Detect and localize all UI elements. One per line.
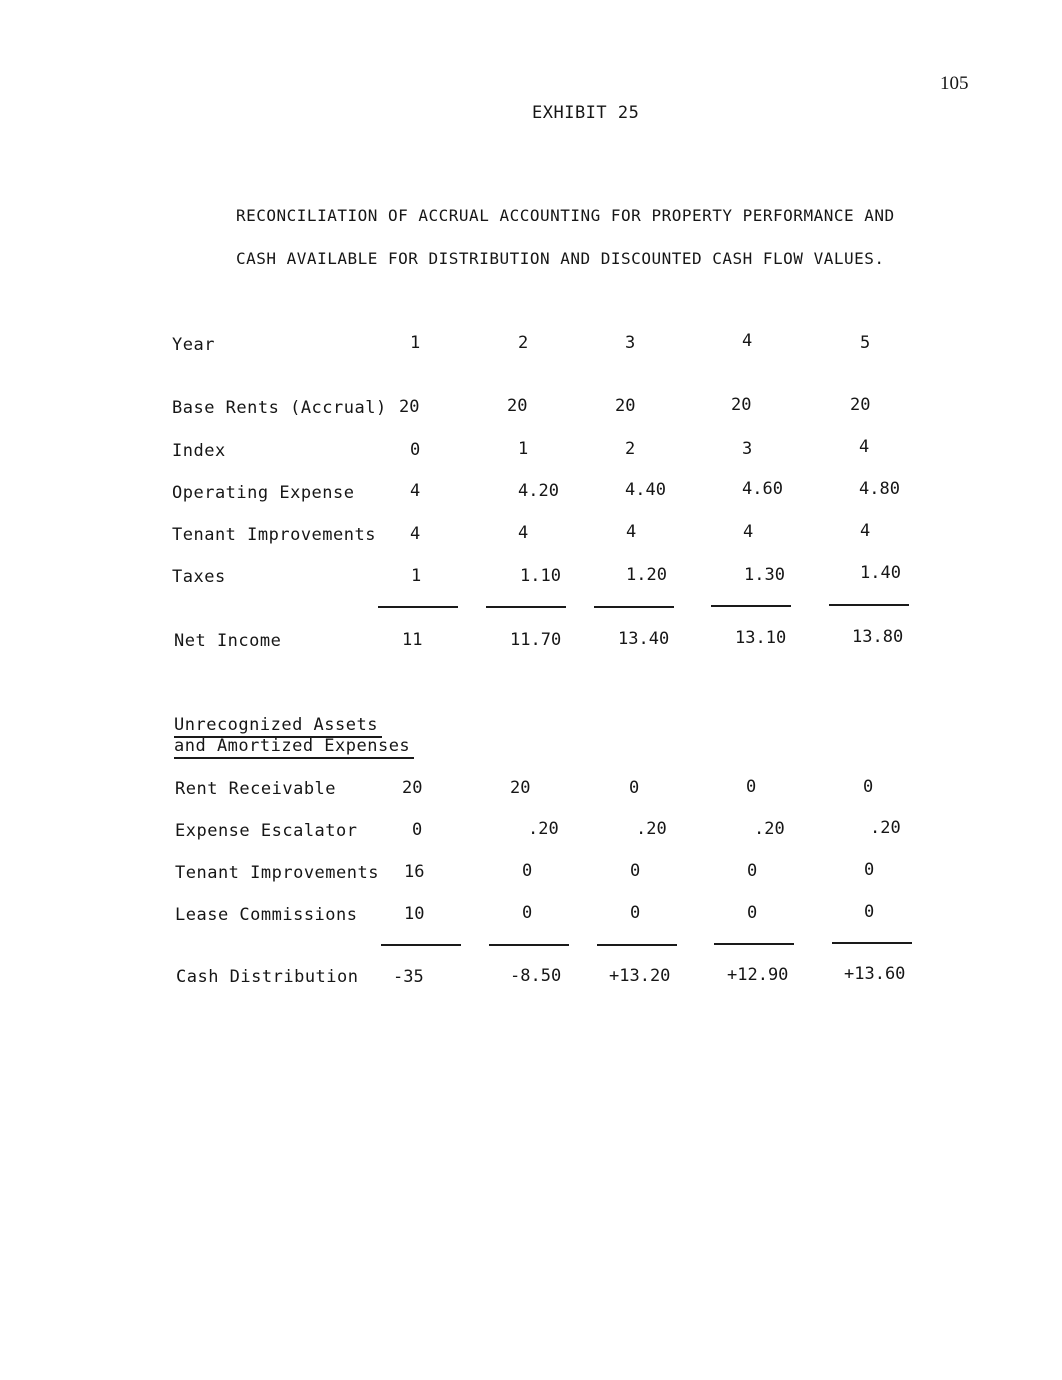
year-5: 5 <box>860 333 871 353</box>
total-rule <box>381 944 461 946</box>
table-cell: -8.50 <box>510 966 562 986</box>
section-heading-line-1: Unrecognized Assets <box>174 715 378 735</box>
page-number: 105 <box>940 73 969 94</box>
row-label: Rent Receivable <box>175 779 337 799</box>
total-rule <box>711 605 791 607</box>
table-cell: 4 <box>859 437 870 457</box>
table-cell: 1.40 <box>860 563 901 583</box>
table-cell: 10 <box>404 904 425 924</box>
table-cell: 3 <box>742 439 753 459</box>
table-cell: 11.70 <box>510 630 562 650</box>
table-cell: 20 <box>507 396 528 416</box>
table-cell: 0 <box>864 902 875 922</box>
table-cell: 20 <box>402 778 423 798</box>
table-cell: .20 <box>754 819 785 839</box>
table-cell: 0 <box>630 861 641 881</box>
table-cell: 1.10 <box>520 566 561 586</box>
total-rule <box>594 606 674 608</box>
table-cell: 1 <box>518 439 529 459</box>
table-cell: 20 <box>850 395 871 415</box>
table-cell: 4 <box>518 523 529 543</box>
table-cell: 4 <box>626 522 637 542</box>
total-rule <box>486 606 566 608</box>
table-cell: 11 <box>402 630 423 650</box>
exhibit-heading: EXHIBIT 25 <box>532 103 640 123</box>
table-cell: 4 <box>410 524 421 544</box>
section-heading-line-2: and Amortized Expenses <box>174 736 411 756</box>
table-cell: 4.80 <box>859 479 900 499</box>
row-label: Taxes <box>172 567 226 587</box>
row-label: Tenant Improvements <box>172 525 376 545</box>
table-cell: 20 <box>615 396 636 416</box>
table-cell: 0 <box>629 778 640 798</box>
total-rule <box>489 944 569 946</box>
table-cell: .20 <box>528 819 559 839</box>
table-cell: 13.80 <box>852 627 904 647</box>
table-cell: 0 <box>522 903 533 923</box>
table-cell: 1 <box>411 566 422 586</box>
table-cell: 0 <box>410 440 421 460</box>
total-rule <box>714 943 794 945</box>
row-label: Index <box>172 441 226 461</box>
table-cell: 13.10 <box>735 628 787 648</box>
row-label: Lease Commissions <box>175 905 358 925</box>
table-cell: 20 <box>731 395 752 415</box>
table-cell: 0 <box>747 861 758 881</box>
table-cell: 13.40 <box>618 629 670 649</box>
year-2: 2 <box>518 333 529 353</box>
year-3: 3 <box>625 333 636 353</box>
table-cell: 0 <box>747 903 758 923</box>
year-4: 4 <box>742 331 753 351</box>
table-cell: +13.60 <box>844 964 906 984</box>
table-cell: 1.20 <box>626 565 667 585</box>
table-cell: -35 <box>393 967 424 987</box>
table-cell: .20 <box>870 818 901 838</box>
table-cell: 0 <box>746 777 757 797</box>
table-cell: +12.90 <box>727 965 789 985</box>
total-rule <box>378 606 458 608</box>
total-rule <box>829 604 909 606</box>
table-cell: 16 <box>404 862 425 882</box>
year-label: Year <box>172 335 215 355</box>
table-cell: 4 <box>860 521 871 541</box>
table-cell: 4 <box>743 522 754 542</box>
row-label: Base Rents (Accrual) <box>172 398 387 418</box>
row-label: Operating Expense <box>172 483 355 503</box>
heading-underline <box>174 757 414 759</box>
table-cell: 0 <box>863 777 874 797</box>
title-line-2: CASH AVAILABLE FOR DISTRIBUTION AND DISCOUNTED CASH FLOW VALUES. <box>236 249 885 268</box>
title-line-1: RECONCILIATION OF ACCRUAL ACCOUNTING FOR PROPERTY PERFORMANCE AND <box>236 206 895 225</box>
table-cell: .20 <box>636 819 667 839</box>
table-cell: 1.30 <box>744 565 785 585</box>
table-cell: 20 <box>399 397 420 417</box>
table-cell: 0 <box>630 903 641 923</box>
total-rule <box>597 944 677 946</box>
total-rule <box>832 942 912 944</box>
row-label: Cash Distribution <box>176 967 359 987</box>
table-cell: 0 <box>412 820 423 840</box>
row-label: Net Income <box>174 631 282 651</box>
table-cell: 4.20 <box>518 481 559 501</box>
table-cell: 4 <box>410 481 421 501</box>
table-cell: 4.40 <box>625 480 666 500</box>
table-cell: 20 <box>510 778 531 798</box>
table-cell: 0 <box>522 861 533 881</box>
row-label: Tenant Improvements <box>175 863 379 883</box>
year-1: 1 <box>410 333 421 353</box>
table-cell: 2 <box>625 439 636 459</box>
row-label: Expense Escalator <box>175 821 358 841</box>
table-cell: 4.60 <box>742 479 783 499</box>
heading-underline <box>174 736 382 738</box>
table-cell: 0 <box>864 860 875 880</box>
table-cell: +13.20 <box>609 966 671 986</box>
